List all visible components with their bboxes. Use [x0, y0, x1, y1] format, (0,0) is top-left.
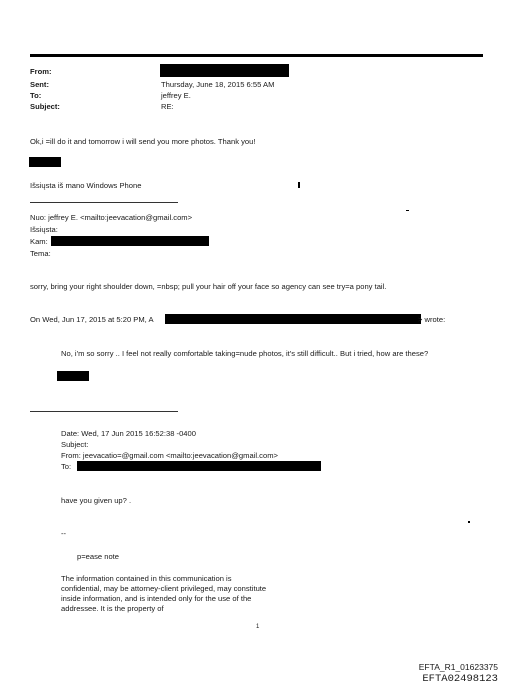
- orig-from: From: jeevacatio=@gmail.com <mailto:jeevacation@gmail.com>: [61, 451, 278, 460]
- sent-label: Sent:: [30, 80, 49, 89]
- redaction-name: [29, 157, 61, 167]
- orig-subject-label: Subject:: [61, 440, 89, 449]
- to-label: To:: [30, 91, 42, 100]
- forward-from: Nuo: jeffrey E. <mailto:jeevacation@gmail.com>: [30, 213, 193, 222]
- redaction-image: [57, 371, 89, 381]
- subject-label: Subject:: [30, 102, 60, 111]
- orig-note: p=ease note: [77, 552, 120, 561]
- separator-2: [30, 411, 178, 412]
- top-rule: [30, 54, 483, 57]
- redaction-to: [77, 461, 321, 471]
- bates-number-2: EFTA02498123: [422, 673, 498, 685]
- orig-disclaimer: The information contained in this communication is confidential, may be attorney-client privileged, may constitute inside information, and is intended only for the use of the addressee. It is the property of: [61, 574, 267, 613]
- to-value: jeffrey E.: [161, 91, 191, 100]
- stray-mark: [298, 182, 300, 188]
- forward-sent-label: Išsiųsta:: [30, 225, 58, 234]
- signature: Išsiųsta iš mano Windows Phone: [30, 181, 142, 190]
- orig-question: have you given up? .: [61, 496, 132, 505]
- wrote-suffix: > wrote:: [418, 315, 446, 324]
- stray-mark: [406, 210, 409, 211]
- forward-to-label: Kam:: [30, 237, 48, 246]
- orig-dashes: --: [61, 529, 67, 538]
- stray-mark: [468, 521, 470, 523]
- redaction-from: [160, 64, 289, 77]
- subject-value: RE:: [161, 102, 174, 111]
- bates-number-1: EFTA_R1_01623375: [418, 662, 498, 672]
- forward-subject-label: Tema:: [30, 249, 51, 258]
- redaction-sender: [165, 314, 421, 324]
- separator-1: [30, 202, 178, 203]
- sent-value: Thursday, June 18, 2015 6:55 AM: [161, 80, 275, 89]
- orig-date: Date: Wed, 17 Jun 2015 16:52:38 -0400: [61, 429, 196, 438]
- redaction-kam: [51, 236, 209, 246]
- orig-to-label: To:: [61, 462, 72, 471]
- wrote-prefix: On Wed, Jun 17, 2015 at 5:20 PM, A: [30, 315, 154, 324]
- reply-line: Ok,i =ill do it and tomorrow i will send you more photos. Thank you!: [30, 137, 256, 146]
- instruction-line: sorry, bring your right shoulder down, =nbsp; pull your hair off your face so agency can see try=a pony tail.: [30, 282, 387, 291]
- page-number: 1: [256, 624, 260, 630]
- from-label: From:: [30, 67, 52, 76]
- quoted-line: No, i'm so sorry .. I feel not really comfortable taking=nude photos, it's still difficult.. But i tried, how are these?: [61, 349, 429, 358]
